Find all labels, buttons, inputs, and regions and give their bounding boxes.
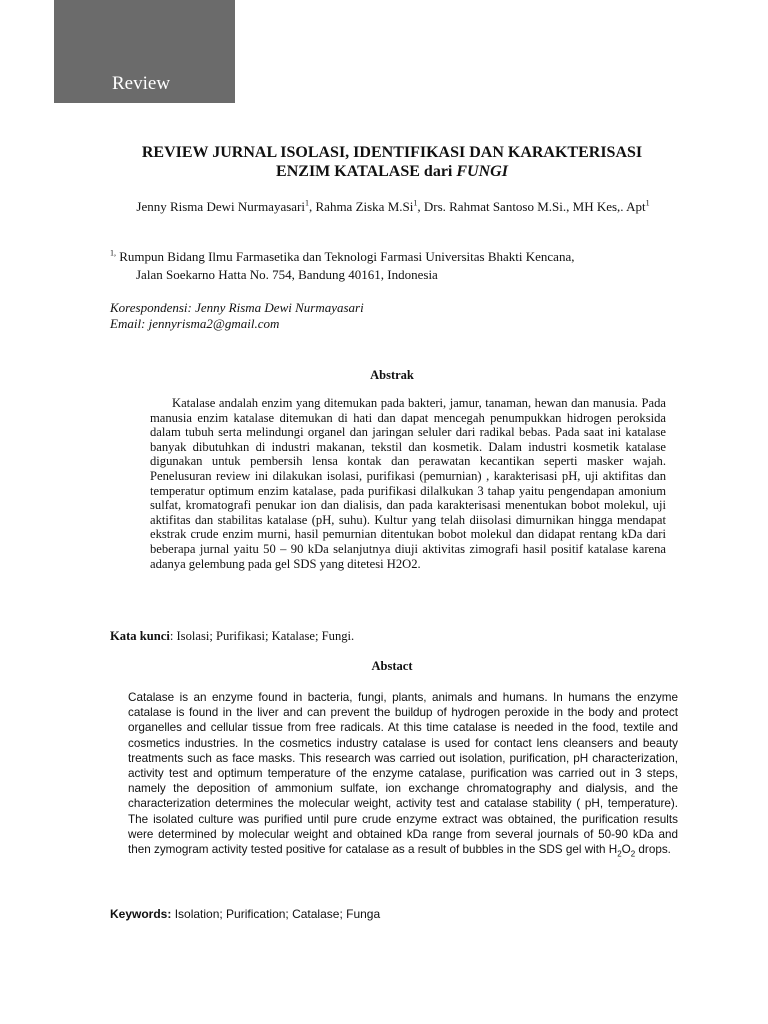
- keywords-en: [110, 906, 676, 922]
- correspondence: [110, 300, 670, 332]
- abstract-en-text: Catalase is an enzyme found in bacteria, fungi, plants, animals and humans. In humans the enzyme catalase is found in the liver and can prevent the buildup of hydrogen peroxide in the body and protect organelles and cellular tissue from free radicals. At this time catalase is needed in the food, textile and cosmetics industries. In the cosmetics industry catalase is used for contact lens cleansers and beauty treatments such as face masks. This research was carried out isolation, purification, pH characterization, activity test and optimum temperature of the enzyme catalase, purification was carried out in 3 steps, namely the deposition of ammonium sulfate, ion exchange chromatography and dialysis, and the characterization determines the molecular weight, activity test and catalase stability ( pH, temperature). The isolated culture was purified until pure crude enzyme extract was obtained, the purification results were determined by molecular weight and obtained kDa range from several journals of 50-90 kDa and then zymogram activity tested positive for catalase as a result of bubbles in the SDS gel with: [128, 691, 678, 857]
- correspondence-email[interactable]: Email: jennyrisma2@gmail.com: [110, 316, 280, 331]
- kata-kunci-text: : Isolasi; Purifikasi; Katalase; Fungi.: [169, 629, 355, 643]
- review-badge-label: Review: [112, 73, 171, 94]
- abstrak-heading: Abstrak: [370, 368, 414, 382]
- keywords-en-label: Keywords:: [110, 907, 172, 921]
- abstract-en-heading: Abstact: [371, 659, 413, 673]
- keywords-en-text: Isolation; Purification; Catalase; Funga: [171, 907, 381, 921]
- affiliation: [110, 248, 676, 284]
- author-list: [110, 198, 676, 216]
- kata-kunci: [110, 628, 676, 644]
- affiliation-line-2: Jalan Soekarno Hatta No. 754, Bandung 40161, Indonesia: [136, 267, 438, 282]
- affiliation-line-1: Rumpun Bidang Ilmu Farmasetika dan Teknologi Farmasi Universitas Bhakti Kencana,: [116, 249, 575, 264]
- author-1-affil: 1: [305, 198, 309, 208]
- formula-o: O: [621, 843, 631, 857]
- kata-kunci-label: Kata kunci: [110, 629, 170, 643]
- abstrak-body: Katalase andalah enzim yang ditemukan pada bakteri, jamur, tanaman, hewan dan manusia. Pada manusia enzim katalase ditemukan di hati dan dapat mencegah penumpukkan hidrogen peroksida dalam tubuh serta melindungi organel dan jaringan seluler dari radikal bebas. Pada saat ini katalase banyak dibutuhkan di industri makanan, tekstil dan kosmetik. Dalam industri kosmetik katalase digunakan untuk pembersih lensa kontak dan perawatan kecantikan seperti masker wajah. Penelusuran review ini dilakukan isolasi, purifikasi (pemurnian) , karakterisasi pH, uji aktifitas dan temperatur optimum enzim katalase, pada purifikasi dilalkukan 3 tahap yaitu pengendapan amonium sulfat, kromatografi penukar ion dan dialisis, dan pada karakterisasi menentukan bobot molekul, uji aktifitas dan stabilitas katalase (pH, suhu). Kultur yang telah diisolasi dimurnikan hingga mendapat ekstrak crude enzim murni, hasil pemurnian ditentukan bobot molekul dan didapat rentang kDa dari beberapa jurnal yaitu 50 – 90 kDa selanjutnya diuji aktivitas zimografi hasil positif katalase karena adanya gelembung pada gel SDS yang ditetesi H2O2.: [150, 396, 666, 571]
- affiliation-marker: 1,: [110, 248, 116, 258]
- title-line-2: ENZIM KATALASE dari: [276, 163, 457, 180]
- formula-sub-2: 2: [630, 849, 636, 859]
- author-2-affil: 1: [413, 198, 418, 208]
- author-1: Jenny Risma Dewi Nurmayasari: [136, 199, 305, 214]
- abstract-en-tail: drops.: [635, 843, 671, 857]
- paper-title: [100, 143, 684, 181]
- author-3-affil: 1: [645, 198, 650, 208]
- formula-h: H: [608, 843, 618, 857]
- author-2: , Rahma Ziska M.Si: [309, 199, 414, 214]
- abstract-en-body: [128, 690, 678, 857]
- review-badge: [54, 0, 235, 103]
- author-3: , Drs. Rahmat Santoso M.Si., MH Kes,. Apt: [417, 199, 646, 214]
- title-italic-fungi: FUNGI: [456, 163, 508, 180]
- title-line-1: REVIEW JURNAL ISOLASI, IDENTIFIKASI DAN KARAKTERISASI: [141, 144, 643, 161]
- formula-sub-1: 2: [617, 849, 622, 859]
- correspondence-contact: Korespondensi: Jenny Risma Dewi Nurmayasari: [110, 300, 364, 315]
- formula-h2o2: [608, 843, 636, 859]
